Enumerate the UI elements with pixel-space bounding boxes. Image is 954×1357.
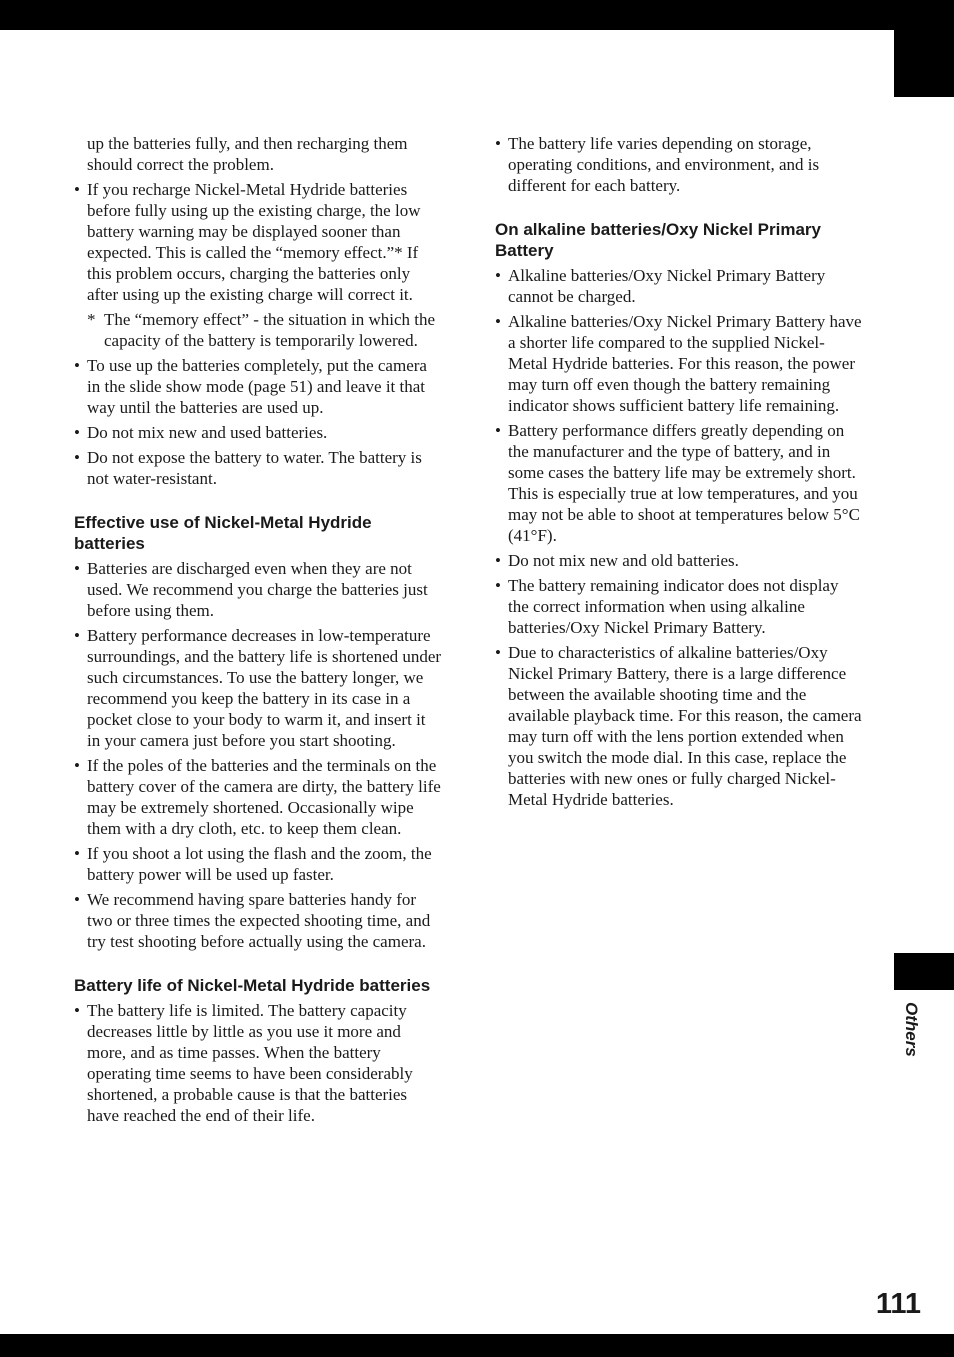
bullet-no-mix: • Do not mix new and used batteries. [74,422,442,443]
right-column [495,133,863,814]
continued-paragraph: up the batteries fully, and then recharging them should correct the problem. [87,134,408,174]
bullet-discharge: • Batteries are discharged even when they are not used. We recommend you charge the batteries just before using them. [74,558,442,621]
bullet-flash-zoom: • If you shoot a lot using the flash and the zoom, the battery power will be used up faster. [74,843,442,885]
header-bar [0,0,954,30]
heading-effective-use: Effective use of Nickel-Metal Hydride batteries [74,513,372,553]
bullet-indicator: • The battery remaining indicator does not display the correct information when using alkaline batteries/Oxy Nickel Primary Battery. [495,575,863,638]
bullet-performance-differs: • Battery performance differs greatly depending on the manufacturer and the type of battery, and in some cases the battery life may be extremely short. This is especially true at low temperatures, and you may not be able to shoot at temperatures below 5°C (41°F). [495,420,863,546]
left-column [74,133,442,1130]
heading-alkaline: On alkaline batteries/Oxy Nickel Primary Battery [495,220,821,260]
bullet-dirty-terminals: • If the poles of the batteries and the terminals on the battery cover of the camera are dirty, the battery life may be extremely shortened. Occasionally wipe them with a dry cloth, etc. to keep them clean. [74,755,442,839]
heading-battery-life: Battery life of Nickel-Metal Hydride batteries [74,976,431,995]
bullet-characteristics: • Due to characteristics of alkaline batteries/Oxy Nickel Primary Battery, there is a large difference between the available shooting time and the available playback time. For this reason, the camera may turn off with the lens portion extended when you switch the mode dial. In this case, replace the batteries with new ones or fully charged Nickel-Metal Hydride batteries. [495,642,863,810]
footer-bar [0,1334,954,1357]
bullet-water: • Do not expose the battery to water. The battery is not water-resistant. [74,447,442,489]
bullet-slide-show: • To use up the batteries completely, put the camera in the slide show mode (page 51) and leave it that way until the batteries are used up. [74,355,442,418]
bullet-shorter-life: • Alkaline batteries/Oxy Nickel Primary Battery have a shorter life compared to the supplied Nickel-Metal Hydride batteries. For this reason, the power may turn off even though the battery remaining indicator shows sufficient battery life remaining. [495,311,863,416]
bullet-low-temperature: • Battery performance decreases in low-temperature surroundings, and the battery life is shortened under such circumstances. To use the battery longer, we recommend you keep the battery in its case in a pocket close to your body to warm it, and insert it in your camera just before you start shooting. [74,625,442,751]
bullet-no-mix-old: • Do not mix new and old batteries. [495,550,863,571]
section-tab-marker [894,953,954,990]
footnote-mark: * [87,310,96,329]
bullet-cannot-charge: • Alkaline batteries/Oxy Nickel Primary Battery cannot be charged. [495,265,863,307]
footnote-text: The “memory effect” - the situation in which the capacity of the battery is temporarily lowered. [104,310,436,350]
page-number: 111 [875,1288,921,1320]
section-tab-text: Others [902,1002,921,1057]
bullet-memory-effect: • If you recharge Nickel-Metal Hydride batteries before fully using up the existing charge, the low battery warning may be displayed sooner than expected. This is called the “memory effect.”* If this problem occurs, charging the batteries only after using up the existing charge will correct it. [74,179,442,305]
section-tab-label [899,1002,929,1057]
footnote-memory-effect [74,309,442,351]
bullet-spare-batteries: • We recommend having spare batteries handy for two or three times the expected shooting time, and try test shooting before actually using the camera. [74,889,442,952]
header-tab-block [894,30,954,97]
bullet-life-limited: • The battery life is limited. The battery capacity decreases little by little as you use it more and more, and as time passes. When the battery operating time seems to have been considerably shortened, a probable cause is that the batteries have reached the end of their life. [74,1000,442,1126]
bullet-life-varies: • The battery life varies depending on storage, operating conditions, and environment, and is different for each battery. [495,133,863,196]
